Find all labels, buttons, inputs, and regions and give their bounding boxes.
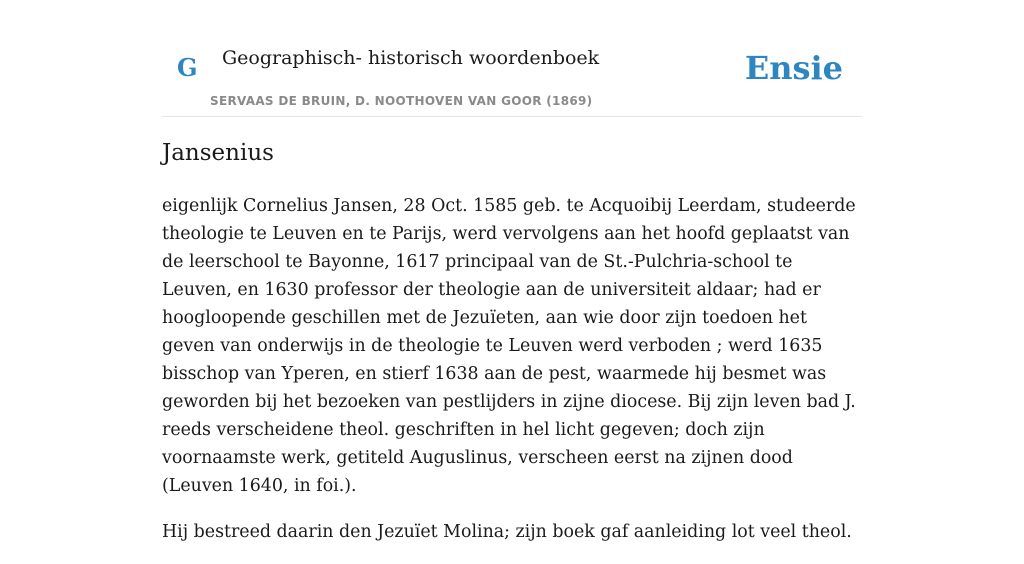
entry-headword: Jansenius (162, 140, 274, 166)
book-author: SERVAAS DE BRUIN, D. NOOTHOVEN VAN GOOR (1869) (210, 94, 593, 108)
brand-logo-link[interactable]: Ensie (744, 49, 843, 87)
site-header (162, 0, 862, 117)
entry-paragraph: eigenlijk Cornelius Jansen, 28 Oct. 1585 geb. te Acquoibij Leerdam, studeerde theologie te Leuven en te Parijs, werd vervolgens aan het hoofd geplaatst van de leerschool te Bayonne, 1617 principaal van de St.-Pulchria-school te Leuven, en 1630 professor der theologie aan de universiteit aldaar; had er hoogloopende geschillen met de Jezuïeten, aan wie door zijn toedoen het geven van onderwijs in de theologie te Leuven werd verboden ; werd 1635 bisschop van Yperen, en stierf 1638 aan de pest, waarmede hij besmet was geworden bij het bezoeken van pestlijders in zijne diocese. Bij zijn leven bad J. reeds verscheidene theol. geschriften in hel licht gegeven; doch zijn voornaamste werk, getiteld Auguslinus, verscheen eerst na zijnen dood (Leuven 1640, in foi.). (162, 196, 856, 496)
book-logo-letter[interactable]: G (177, 53, 198, 82)
entry-body (162, 192, 862, 564)
entry-paragraph: Hij bestreed daarin den Jezuïet Molina; zijn boek gaf aanleiding lot veel theol. (162, 522, 852, 542)
book-title[interactable]: Geographisch- historisch woordenboek (222, 47, 600, 69)
